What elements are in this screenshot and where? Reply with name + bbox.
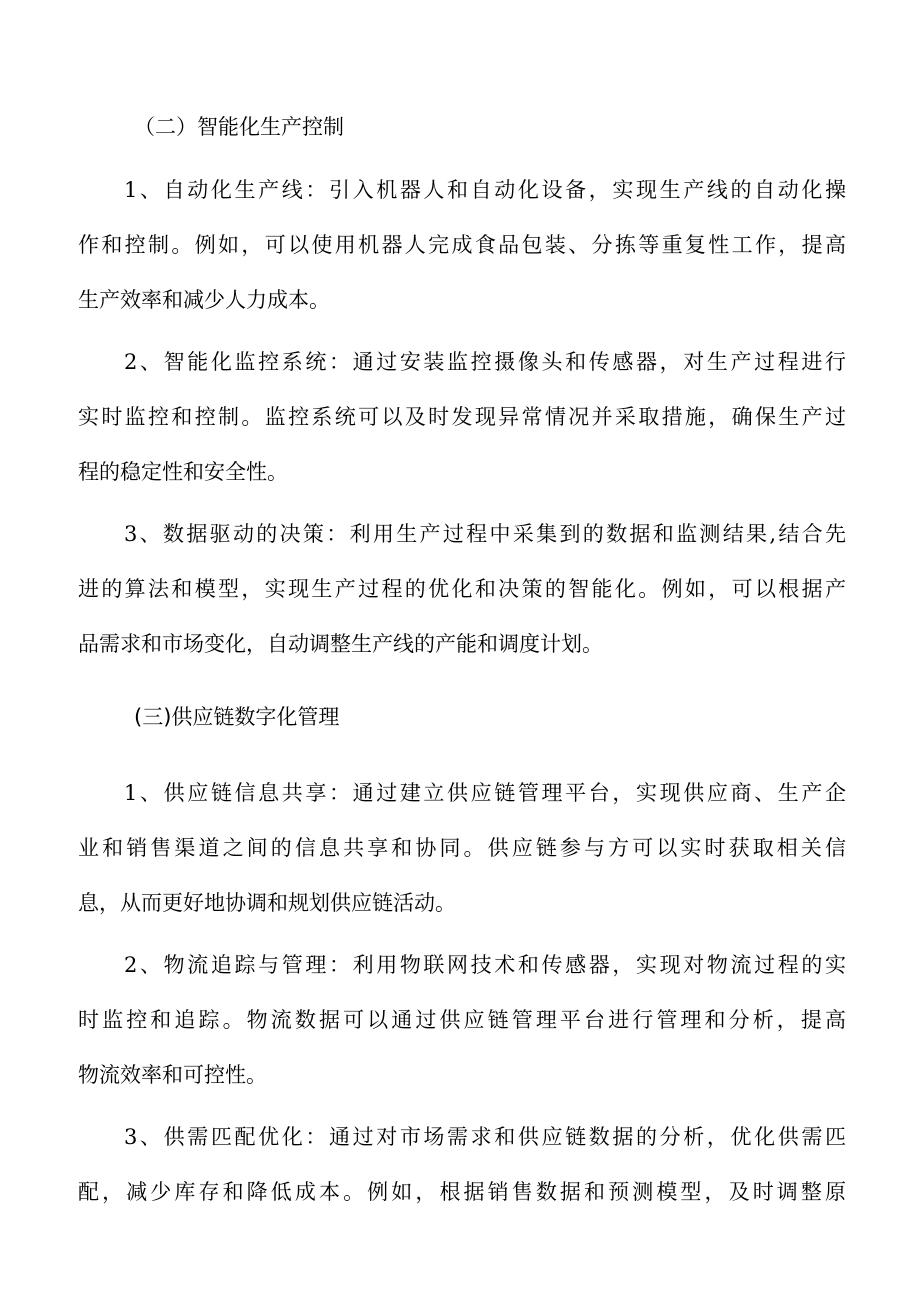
- text-line: 进的算法和模型，实现生产过程的优化和决策的智能化。例如，可以根据产: [78, 577, 846, 601]
- text-line: 1、供应链信息共享：通过建立供应链管理平台，实现供应商、生产企: [124, 781, 846, 805]
- paragraph-logistics-tracking: [78, 938, 846, 1103]
- text-line: 配，减少库存和降低成本。例如，根据销售数据和预测模型，及时调整原: [78, 1180, 846, 1204]
- text-line: 时监控和追踪。物流数据可以通过供应链管理平台进行管理和分析，提高: [78, 1008, 846, 1032]
- paragraph-supply-demand-matching: [78, 1110, 846, 1220]
- text-line: 物流效率和可控性。: [78, 1063, 267, 1087]
- text-line: 实时监控和控制。监控系统可以及时发现异常情况并采取措施，确保生产过: [78, 405, 846, 429]
- section-heading-3: (三)供应链数字化管理: [134, 705, 340, 729]
- text-line: 生产效率和减少人力成本。: [78, 288, 330, 312]
- text-line: 3、数据驱动的决策：利用生产过程中采集到的数据和监测结果,结合先: [124, 522, 846, 546]
- section-heading-2: （二）智能化生产控制: [134, 115, 344, 139]
- text-line: 1、自动化生产线：引入机器人和自动化设备，实现生产线的自动化操: [124, 178, 846, 202]
- text-line: 2、物流追踪与管理：利用物联网技术和传感器，实现对物流过程的实: [124, 953, 846, 977]
- text-line: 3、供需匹配优化：通过对市场需求和供应链数据的分析，优化供需匹: [124, 1125, 846, 1149]
- paragraph-supply-chain-info-sharing: [78, 766, 846, 931]
- paragraph-data-driven-decision: [78, 507, 846, 672]
- text-line: 作和控制。例如，可以使用机器人完成食品包装、分拣等重复性工作，提高: [78, 233, 846, 257]
- text-line: 业和销售渠道之间的信息共享和协同。供应链参与方可以实时获取相关信: [78, 836, 846, 860]
- text-line: 程的稳定性和安全性。: [78, 460, 288, 484]
- paragraph-smart-monitoring: [78, 335, 846, 500]
- text-line: 2、智能化监控系统：通过安装监控摄像头和传感器，对生产过程进行: [124, 350, 846, 374]
- paragraph-automated-production-line: [78, 163, 846, 328]
- text-line: 息，从而更好地协调和规划供应链活动。: [78, 891, 456, 915]
- text-line: 品需求和市场变化，自动调整生产线的产能和调度计划。: [78, 632, 603, 656]
